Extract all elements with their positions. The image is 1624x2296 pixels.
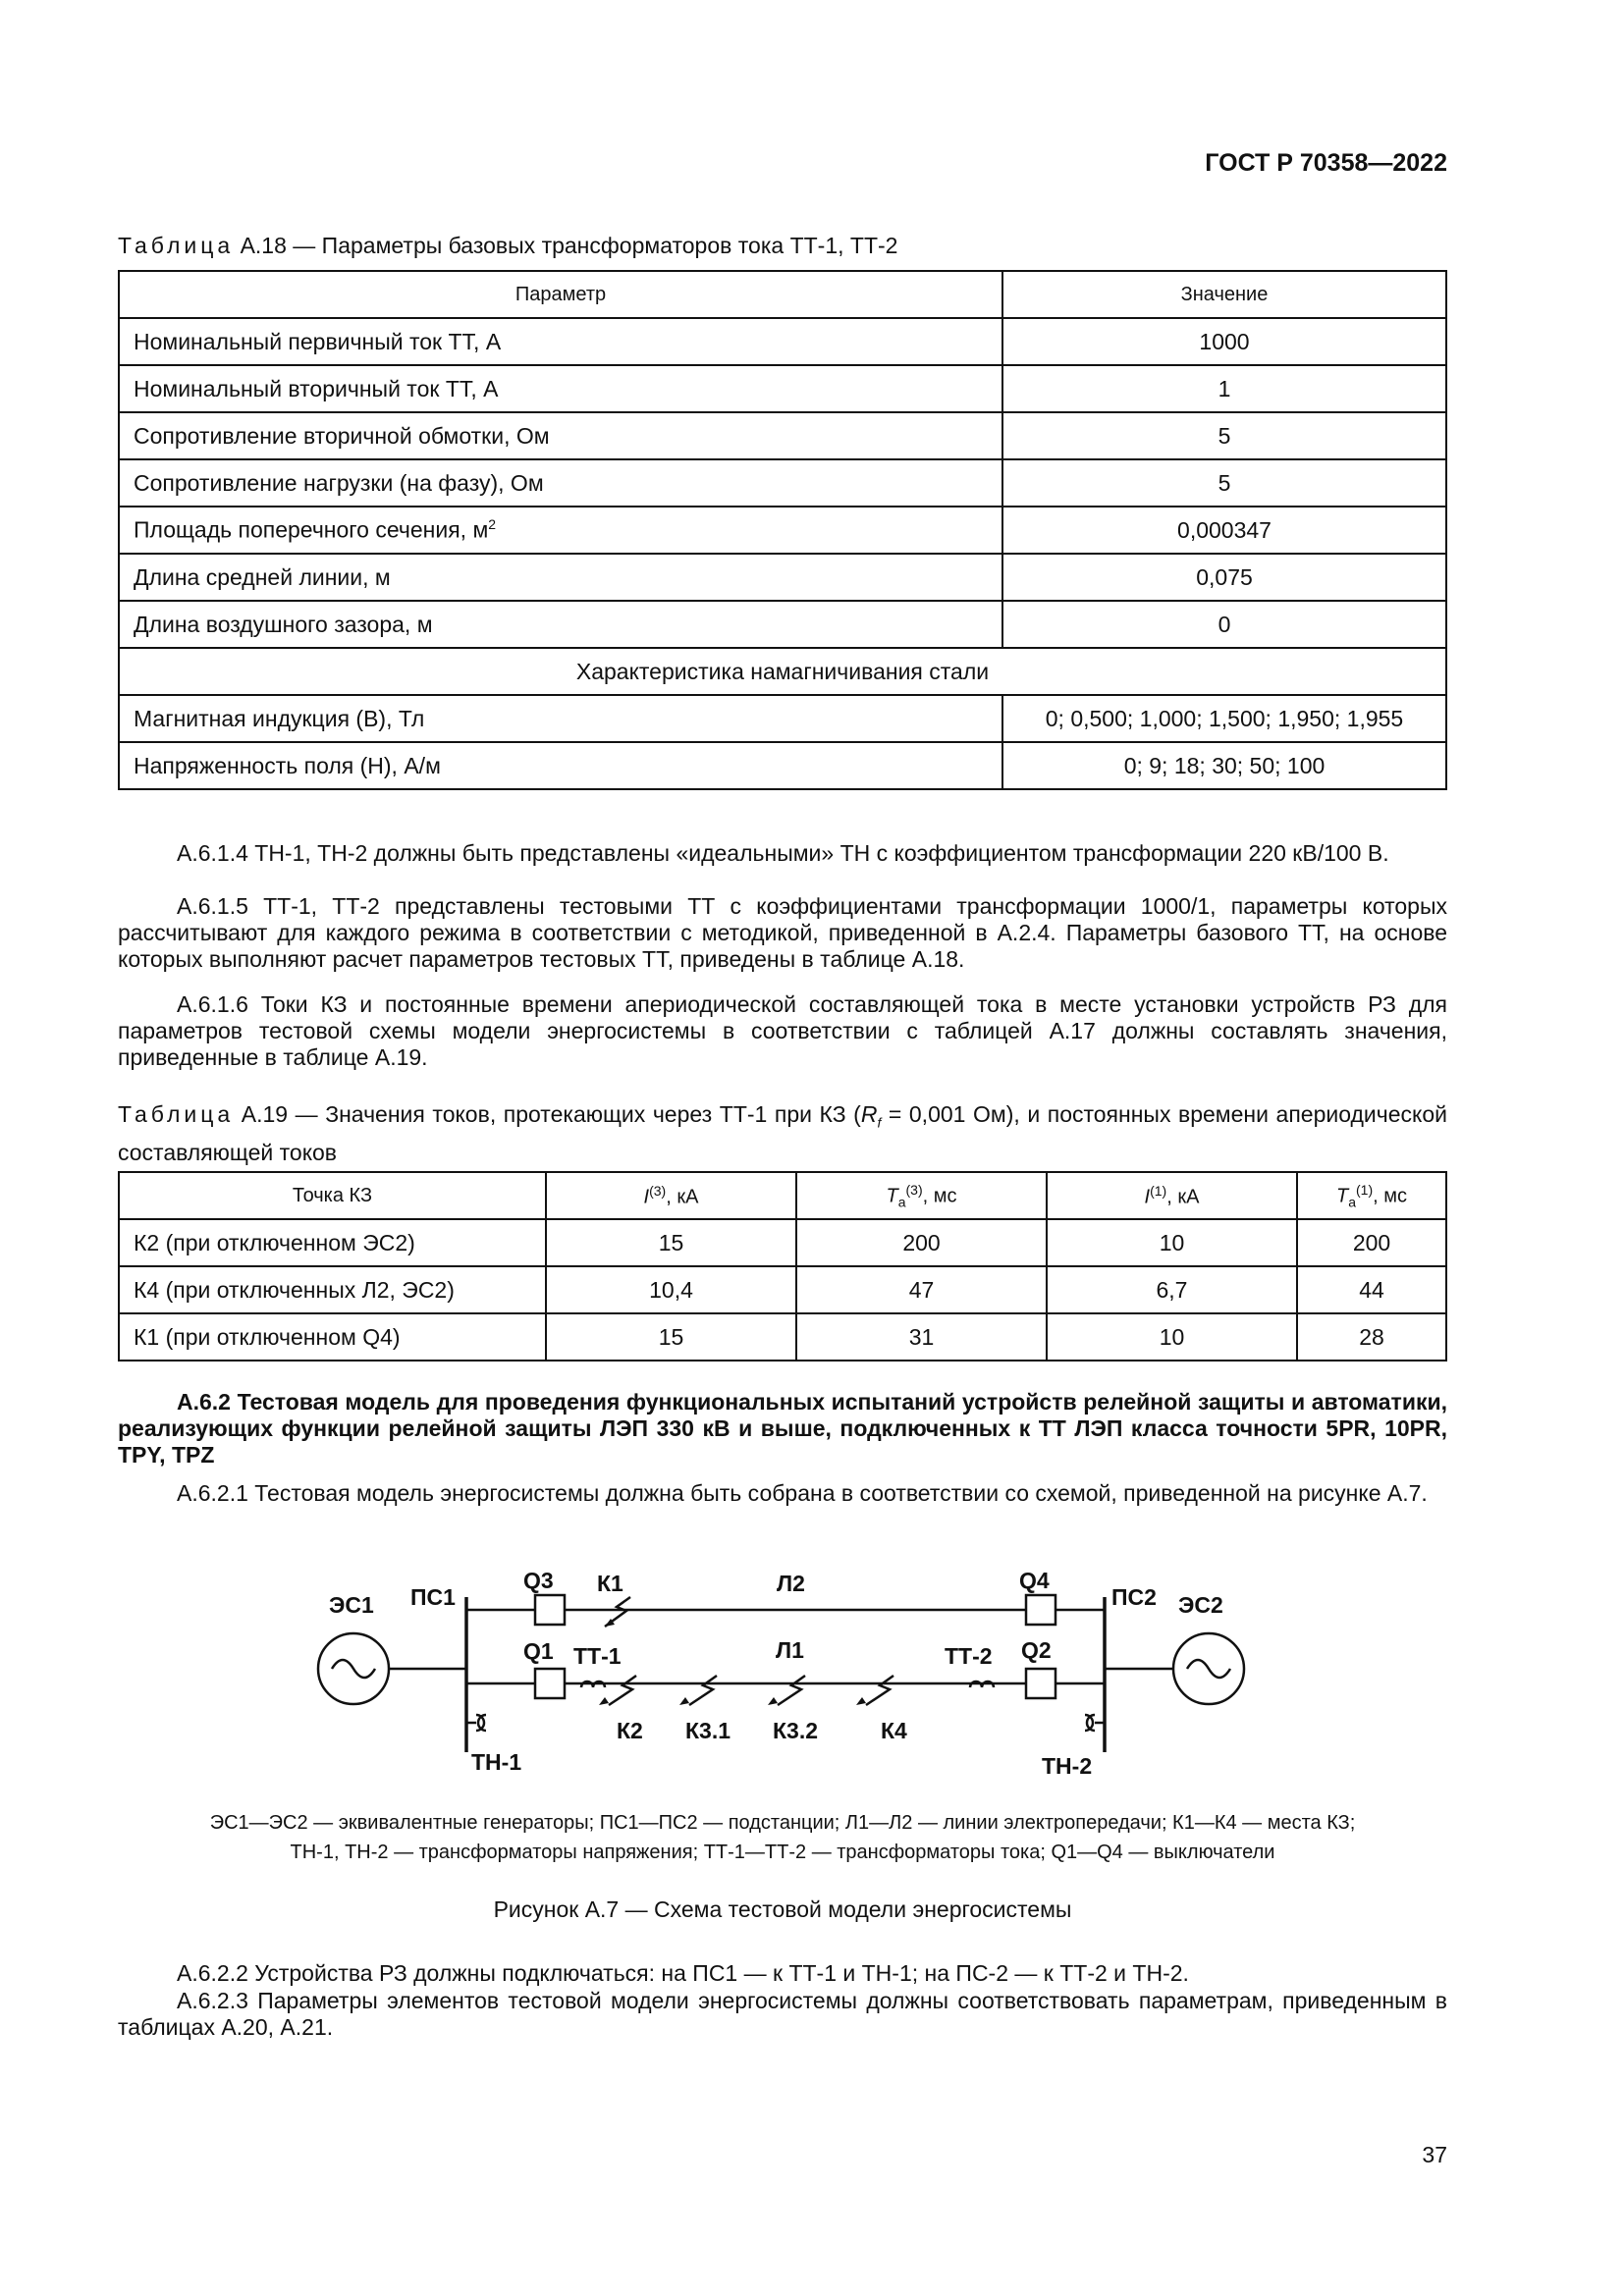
value-cell: 0; 9; 18; 30; 50; 100 — [1002, 742, 1446, 789]
param-cell: Сопротивление вторичной обмотки, Ом — [119, 412, 1002, 459]
label-k4: К4 — [881, 1718, 907, 1743]
value-cell: 1000 — [1002, 318, 1446, 365]
caption-symbol: R — [860, 1101, 878, 1127]
paragraph-a623: А.6.2.3 Параметры элементов тестовой модели энергосистемы должны соответствовать параметрам, приведенным в таблицах А.20, А.21. — [118, 1988, 1447, 2040]
label-tt2: ТТ-2 — [945, 1643, 993, 1669]
unit: , мс — [1373, 1185, 1407, 1207]
table-row — [119, 601, 1446, 648]
param-cell: Номинальный первичный ток ТТ, А — [119, 318, 1002, 365]
table-row — [119, 412, 1446, 459]
breaker-q4-icon — [1026, 1595, 1056, 1625]
param-cell — [119, 507, 1002, 554]
paragraph-a621: А.6.2.1 Тестовая модель энергосистемы должна быть собрана в соответствии со схемой, приведенной на рисунке А.7. — [177, 1480, 1428, 1506]
arrow-head-icon — [856, 1697, 866, 1705]
document-header: ГОСТ Р 70358—2022 — [1205, 149, 1447, 177]
figure-caption: Рисунок А.7 — Схема тестовой модели энергосистемы — [493, 1896, 1072, 1922]
ta1-cell: 44 — [1297, 1266, 1446, 1313]
label-k32: К3.2 — [773, 1718, 819, 1743]
param-text: Площадь поперечного сечения, м — [134, 516, 489, 543]
label-es2: ЭС2 — [1178, 1592, 1223, 1618]
param-cell: Напряженность поля (Н), А/м — [119, 742, 1002, 789]
table-row — [119, 695, 1446, 742]
caption-subscript: f — [877, 1114, 882, 1131]
label-q3: Q3 — [523, 1568, 554, 1593]
paragraph-a616: А.6.1.6 Токи КЗ и постоянные времени апериодической составляющей тока в месте установки устройств РЗ для параметров тестовой схемы модели энергосистемы в соответствии с таблицей А.17 должны составлять значения, приведенные в таблице А.19. — [118, 991, 1447, 1070]
breaker-q3-icon — [535, 1595, 565, 1625]
param-cell: Длина воздушного зазора, м — [119, 601, 1002, 648]
table-row — [119, 318, 1446, 365]
table-row — [119, 742, 1446, 789]
table-a18 — [118, 270, 1447, 790]
col-header-i3 — [546, 1172, 796, 1219]
table-row — [119, 1266, 1446, 1313]
paragraph-a615: А.6.1.5 ТТ-1, ТТ-2 представлены тестовыми ТТ с коэффициентами трансформации 1000/1, параметры которых рассчитывают для каждого режима в соответствии с методикой, приведенной в А.2.4. Параметры базового ТТ, на основе которых выполняют расчет параметров тестовых ТТ, приведены в таблице А.18. — [118, 893, 1447, 972]
arrow-head-icon — [679, 1697, 689, 1705]
symbol: T — [886, 1185, 898, 1207]
table-row — [119, 1219, 1446, 1266]
fault-k31-icon — [689, 1676, 717, 1705]
paragraph-a622: А.6.2.2 Устройства РЗ должны подключаться: на ПС1 — к ТТ-1 и ТН-1; на ПС-2 — к ТТ-2 и ТН-2. — [177, 1960, 1189, 1986]
label-q1: Q1 — [523, 1638, 554, 1664]
value-cell: 5 — [1002, 459, 1446, 507]
ta3-cell: 31 — [796, 1313, 1047, 1361]
value-cell: 0; 0,500; 1,000; 1,500; 1,950; 1,955 — [1002, 695, 1446, 742]
table-header-row — [119, 1172, 1446, 1219]
value-cell: 0 — [1002, 601, 1446, 648]
i1-cell: 10 — [1047, 1313, 1297, 1361]
arrow-head-icon — [768, 1697, 778, 1705]
label-l1: Л1 — [776, 1637, 804, 1663]
table-caption-text: А.18 — Параметры базовых трансформаторов тока ТТ-1, ТТ-2 — [234, 233, 898, 258]
param-sup: 2 — [488, 516, 497, 533]
section-heading-a62: А.6.2 Тестовая модель для проведения функциональных испытаний устройств релейной защиты и автоматики, реализующих функции релейной защиты ЛЭП 330 кВ и выше, подключенных к ТТ ЛЭП класса точности 5PR, 10PR, TPY, TPZ — [118, 1389, 1447, 1468]
point-cell: К4 (при отключенных Л2, ЭС2) — [119, 1266, 546, 1313]
ta1-cell: 200 — [1297, 1219, 1446, 1266]
figure-legend-line1: ЭС1—ЭС2 — эквивалентные генераторы; ПС1—ПС2 — подстанции; Л1—Л2 — линии электропередачи; К1—К4 — места КЗ; — [209, 1812, 1356, 1834]
table-label: Таблица — [118, 1101, 235, 1127]
subscript: a — [1348, 1194, 1356, 1210]
table-label: Таблица — [118, 233, 235, 258]
col-header-ta1 — [1297, 1172, 1446, 1219]
arrow-head-icon — [599, 1697, 609, 1705]
section-title-cell: Характеристика намагничивания стали — [119, 648, 1446, 695]
caption-part: = 0,001 Ом), и постоянных времени апериодической составляющей токов — [118, 1101, 1447, 1165]
table-header-row — [119, 271, 1446, 318]
label-q2: Q2 — [1021, 1637, 1052, 1663]
table-row — [119, 365, 1446, 412]
generator-wave-icon — [332, 1660, 375, 1678]
col-header-value: Значение — [1002, 271, 1446, 318]
subscript: a — [897, 1194, 906, 1210]
label-ps2: ПС2 — [1111, 1584, 1157, 1610]
param-cell: Магнитная индукция (В), Тл — [119, 695, 1002, 742]
label-k31: К3.1 — [685, 1718, 731, 1743]
breaker-q2-icon — [1026, 1669, 1056, 1698]
symbol: T — [1335, 1185, 1349, 1207]
symbol: I — [1144, 1186, 1151, 1208]
ta3-cell: 200 — [796, 1219, 1047, 1266]
label-l2: Л2 — [777, 1571, 805, 1596]
unit: , мс — [922, 1185, 957, 1207]
caption-part: А.19 — Значения токов, протекающих через ТТ-1 при КЗ ( — [234, 1101, 861, 1127]
superscript: (3) — [649, 1182, 667, 1199]
value-cell: 0,000347 — [1002, 507, 1446, 554]
table-row — [119, 1313, 1446, 1361]
table18-caption — [118, 231, 897, 260]
point-cell: К2 (при отключенном ЭС2) — [119, 1219, 546, 1266]
table-row — [119, 507, 1446, 554]
fault-k2-icon — [609, 1676, 636, 1705]
i3-cell: 15 — [546, 1313, 796, 1361]
label-es1: ЭС1 — [329, 1592, 374, 1618]
value-cell: 5 — [1002, 412, 1446, 459]
table19-caption — [118, 1099, 1447, 1167]
page-number: 37 — [1422, 2142, 1447, 2167]
label-q4: Q4 — [1019, 1568, 1050, 1593]
param-cell: Длина средней линии, м — [119, 554, 1002, 601]
table-a19 — [118, 1171, 1447, 1362]
label-k1: К1 — [597, 1571, 623, 1596]
table-section-row — [119, 648, 1446, 695]
breaker-q1-icon — [535, 1669, 565, 1698]
i1-cell: 6,7 — [1047, 1266, 1297, 1313]
label-tn1: ТН-1 — [471, 1749, 522, 1775]
point-cell: К1 (при отключенном Q4) — [119, 1313, 546, 1361]
ta1-cell: 28 — [1297, 1313, 1446, 1361]
unit: , кА — [1166, 1186, 1200, 1208]
value-cell: 0,075 — [1002, 554, 1446, 601]
fault-k32-icon — [778, 1676, 805, 1705]
table-row — [119, 459, 1446, 507]
label-ps1: ПС1 — [410, 1584, 456, 1610]
param-cell: Сопротивление нагрузки (на фазу), Ом — [119, 459, 1002, 507]
col-header-point: Точка КЗ — [119, 1172, 546, 1219]
symbol: I — [643, 1186, 650, 1208]
superscript: (3) — [905, 1181, 923, 1198]
voltage-transformer-tn1-icon — [466, 1715, 486, 1731]
fault-k4-icon — [866, 1676, 893, 1705]
superscript: (1) — [1150, 1182, 1167, 1199]
paragraph-a614: А.6.1.4 ТН-1, ТН-2 должны быть представлены «идеальными» ТН с коэффициентом трансформации 220 кВ/100 В. — [177, 840, 1389, 866]
power-system-diagram — [295, 1556, 1276, 1791]
figure-legend-line2: ТН-1, ТН-2 — трансформаторы напряжения; ТТ-1—ТТ-2 — трансформаторы тока; Q1—Q4 — выключатели — [290, 1842, 1275, 1863]
superscript: (1) — [1356, 1181, 1374, 1198]
label-tn2: ТН-2 — [1042, 1753, 1093, 1779]
label-tt1: ТТ-1 — [573, 1643, 622, 1669]
unit: , кА — [666, 1186, 699, 1208]
col-header-param: Параметр — [119, 271, 1002, 318]
table-row — [119, 554, 1446, 601]
voltage-transformer-tn2-icon — [1085, 1715, 1105, 1731]
param-cell: Номинальный вторичный ток ТТ, А — [119, 365, 1002, 412]
col-header-ta3 — [796, 1172, 1047, 1219]
generator-wave-icon — [1187, 1660, 1230, 1678]
i1-cell: 10 — [1047, 1219, 1297, 1266]
value-cell: 1 — [1002, 365, 1446, 412]
i3-cell: 10,4 — [546, 1266, 796, 1313]
i3-cell: 15 — [546, 1219, 796, 1266]
ta3-cell: 47 — [796, 1266, 1047, 1313]
label-k2: К2 — [617, 1718, 643, 1743]
col-header-i1 — [1047, 1172, 1297, 1219]
